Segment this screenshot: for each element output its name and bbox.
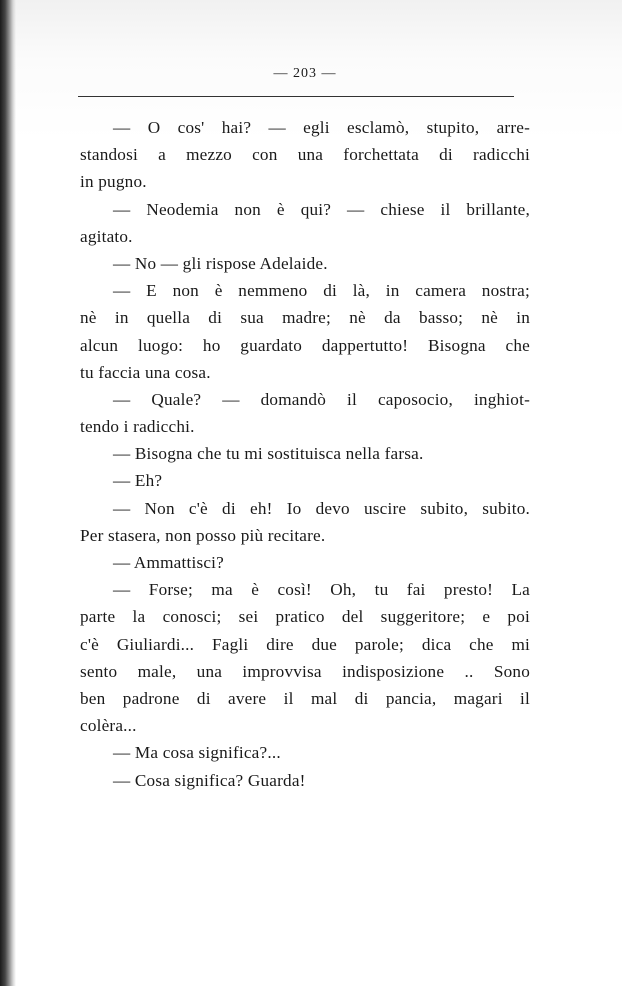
text-line: — E non è nemmeno di là, in camera nostra; — [113, 281, 530, 301]
text-line: — Quale? — domandò il caposocio, inghiot- — [113, 389, 530, 409]
text-line: nè in quella di sua madre; nè da basso; nè in — [80, 308, 530, 328]
text-line: parte la conosci; sei pratico del suggeritore; e poi — [80, 607, 530, 627]
text-line: tu faccia una cosa. — [80, 362, 211, 382]
text-line: — Bisogna che tu mi sostituisca nella farsa. — [113, 444, 424, 464]
text-line: — Cosa significa? Guarda! — [113, 770, 306, 790]
text-line: ben padrone di avere il mal di pancia, magari il — [80, 688, 530, 708]
text-line: — Neodemia non è qui? — chiese il brillante, — [113, 199, 530, 219]
text-line: colèra... — [80, 716, 137, 736]
text-line: standosi a mezzo con una forchettata di radicchi — [80, 145, 530, 165]
text-line: sento male, una improvvisa indisposizione .. Sono — [80, 661, 530, 681]
text-line: — No — gli rispose Adelaide. — [113, 253, 328, 273]
text-line: — Eh? — [113, 471, 163, 491]
text-line: in pugno. — [80, 172, 147, 192]
page-number: — 203 — — [273, 66, 337, 81]
text-line: — Forse; ma è così! Oh, tu fai presto! La — [113, 580, 530, 600]
text-line: — Non c'è di eh! Io devo uscire subito, subito. — [113, 498, 530, 518]
text-line: alcun luogo: ho guardato dappertutto! Bisogna che — [80, 335, 530, 355]
text-line: — Ma cosa significa?... — [113, 743, 281, 763]
header-rule — [78, 96, 514, 97]
text-line: c'è Giuliardi... Fagli dire due parole; dica che mi — [80, 634, 530, 654]
page-binding-edge — [0, 0, 16, 986]
text-line: Per stasera, non posso più recitare. — [80, 525, 326, 545]
text-line: agitato. — [80, 226, 133, 246]
text-line: — Ammattisci? — [113, 553, 224, 572]
text-line: tendo i radicchi. — [80, 417, 195, 437]
text-line: — O cos' hai? — egli esclamò, stupito, arre- — [113, 118, 530, 137]
body-text — [80, 114, 530, 794]
